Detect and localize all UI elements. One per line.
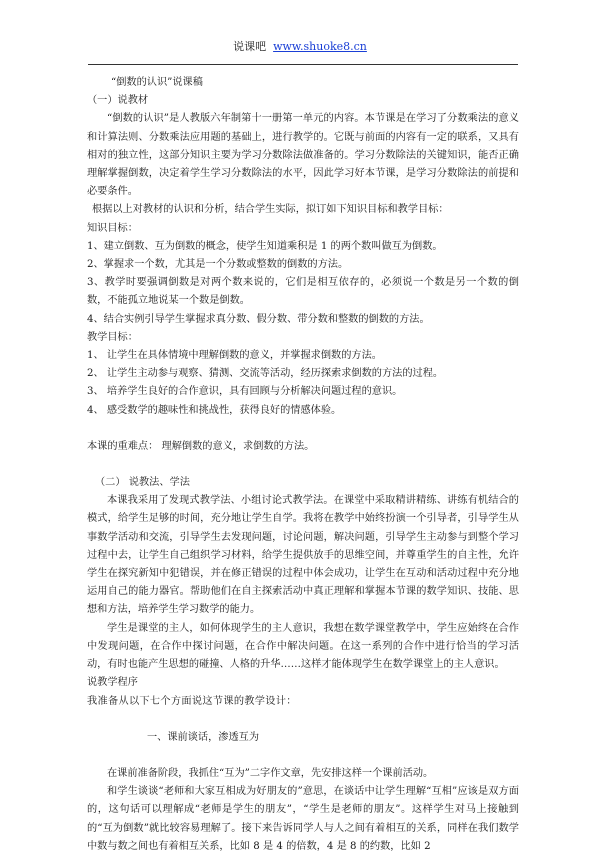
part1-heading: 一、课前谈话，渗透互为 bbox=[147, 731, 260, 743]
section2-heading: （二） 说教法、学法 bbox=[95, 477, 190, 489]
site-url-link[interactable]: www.shuoke8.cn bbox=[273, 40, 367, 53]
spacer bbox=[87, 711, 519, 729]
spacer bbox=[87, 747, 519, 765]
teaching-goal-item: 2、 让学生主动参与观察、猜测、交流等活动，经历探索求倒数的方法的过程。 bbox=[87, 368, 444, 380]
part1-paragraph-1: 在课前准备阶段，我抓住“互为”二字作文章，先安排这样一个课前活动。 bbox=[107, 767, 434, 779]
teaching-goals-label: 教学目标： bbox=[87, 331, 138, 343]
knowledge-goal-item: 2、掌握求一个数，尤其是一个分数或整数的倒数的方法。 bbox=[87, 259, 349, 271]
header-divider bbox=[88, 64, 518, 65]
spacer bbox=[87, 420, 519, 438]
section2-paragraph-2: 学生是课堂的主人，如何体现学生的主人意识，我想在数学课堂教学中，学生应始终在合作中发现问题，在合作中探讨问题，在合作中解决问题。在这一系列的合作中进行恰当的学习活动，有时也能产生思想的碰撞、人格的升华……这样才能体现学生在数学课堂上的主人意识。 bbox=[87, 622, 519, 671]
knowledge-goal-item: 1、建立倒数、互为倒数的概念，使学生知道乘积是 1 的两个数叫做互为倒数。 bbox=[87, 240, 443, 252]
key-points: 本课的重难点： 理解倒数的意义，求倒数的方法。 bbox=[87, 440, 315, 452]
teaching-goal-item: 4、 感受数学的趣味性和挑战性，获得良好的情感体验。 bbox=[87, 404, 342, 416]
procedure-heading: 说教学程序 bbox=[87, 677, 138, 689]
teaching-goal-item: 3、 培养学生良好的合作意识，具有回顾与分析解决问题过程的意识。 bbox=[87, 386, 403, 398]
section1-paragraph-1: “倒数的认识”是人教版六年制第十一册第一单元的内容。本节课是在学习了分数乘法的意义和计算法则、分数乘法应用题的基础上，进行教学的。它既与前面的内容有一定的联系，又具有相对的独立性，这部分知识主要为学习分数除法做准备的。学习分数除法的关键知识，能否正确理解掌握倒数，决定着学生学习分数除法的水平，因此学习好本节课，是学习分数除法的前提和必要条件。 bbox=[87, 113, 519, 198]
section2-paragraph-1: 本课我采用了发现式教学法、小组讨论式教学法。在课堂中采取精讲精练、讲练有机结合的模式，给学生足够的时间，充分地让学生自学。我将在教学中始终扮演一个引导者，引导学生从事数学活动和交流，引导学生去发现问题，讨论问题，解决问题，引导学生主动参与到整个学习过程中去，让学生自己组织学习材料，给学生提供放手的思维空间，并尊重学生的自主性，允许学生在探究新知中犯错误，并在修正错误的过程中体会成功，让学生在互动和活动过程中充分地运用自己的能力器官。帮助他们在自主探索活动中真正理解和掌握本节课的数学知识、技能、思想和方法，培养学生学习数学的能力。 bbox=[87, 495, 519, 616]
site-name: 说课吧 bbox=[233, 40, 267, 53]
knowledge-goals-label: 知识目标： bbox=[87, 222, 138, 234]
page-header bbox=[0, 40, 600, 54]
teaching-goal-item: 1、 让学生在具体情境中理解倒数的意义，并掌握求倒数的方法。 bbox=[87, 350, 382, 362]
section1-heading: （一）说教材 bbox=[87, 95, 149, 107]
document-body bbox=[87, 74, 519, 856]
procedure-intro: 我准备从以下七个方面说这节课的教学设计： bbox=[87, 695, 297, 707]
part1-paragraph-2: 和学生谈谈“老师和大家互相成为好朋友的”意思，在谈话中让学生理解“互相”应该是双方面的，这句话可以理解成“老师是学生的朋友”，“学生是老师的朋友”。这样学生对马上接触到的“互为倒数”就比较容易理解了。接下来告诉同学人与人之间有着相互的关系，同样在我们数学中数与数之间也有着相互关系，比如 8 是 4 的倍数，4 是 8 的约数，比如 2 bbox=[87, 786, 519, 852]
section1-paragraph-2: 根据以上对教材的认识和分析，结合学生实际，拟订如下知识目标和教学目标： bbox=[92, 204, 449, 216]
document-title: “倒数的认识”说课稿 bbox=[111, 77, 203, 88]
knowledge-goal-item: 4、结合实例引导学生掌握求真分数、假分数、带分数和整数的倒数的方法。 bbox=[87, 313, 430, 325]
spacer bbox=[87, 456, 519, 474]
knowledge-goal-item: 3、教学时要强调倒数是对两个数来说的，它们是相互依存的，必须说一个数是另一个数的倒数，不能孤立地说某一个数是倒数。 bbox=[87, 277, 519, 307]
